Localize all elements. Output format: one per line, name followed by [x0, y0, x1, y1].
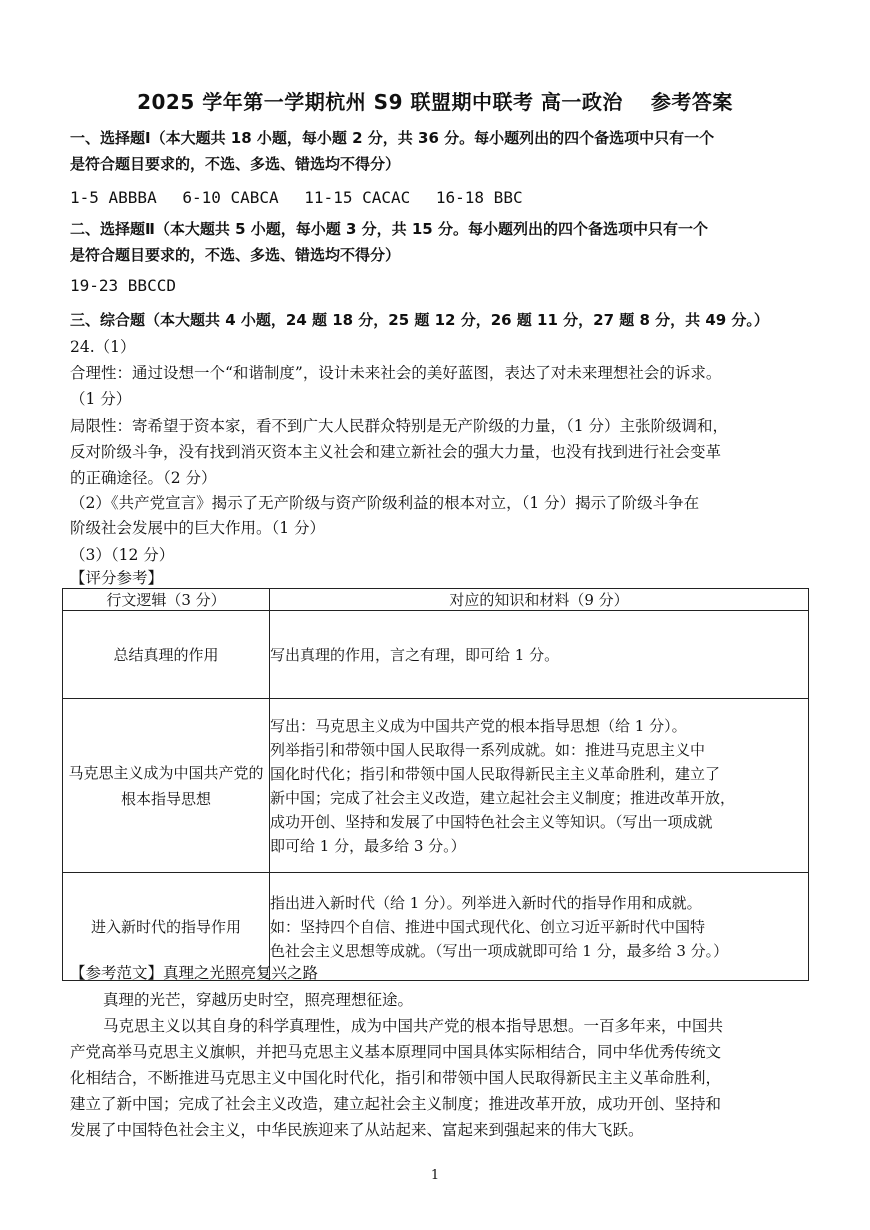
essay-line: 产党高举马克思主义旗帜，并把马克思主义基本原理同中国具体实际相结合，同中华优秀传统文	[70, 1043, 722, 1061]
q24-line: 局限性：寄希望于资本家，看不到广大人民群众特别是无产阶级的力量，（1 分）主张阶级调和，	[70, 417, 729, 435]
q24-line: （1 分）	[70, 390, 132, 408]
table-header-row	[63, 589, 809, 611]
section3-heading: 三、综合题（本大题共 4 小题，24 题 18 分，25 题 12 分，26 题 11 分，27 题 8 分，共 49 分。）	[70, 311, 769, 329]
cell-line: 如：坚持四个自信、推进中国式现代化、创立习近平新时代中国特	[270, 917, 706, 936]
cell-line: 即可给 1 分，最多给 3 分。）	[270, 836, 466, 855]
q24-line: 阶级社会发展中的巨大作用。（1 分）	[70, 519, 326, 537]
cell-line: 色社会主义思想等成就。（写出一项成就即可给 1 分，最多给 3 分。）	[270, 941, 729, 960]
essay-heading: 【参考范文】真理之光照亮复兴之路	[70, 964, 319, 982]
cell-line: 成功开创、坚持和发展了中国特色社会主义等知识。（写出一项成就	[270, 812, 713, 831]
table-row	[63, 611, 809, 699]
scoring-table	[62, 588, 809, 981]
section1-heading-line2: 是符合题目要求的，不选、多选、错选均不得分）	[70, 155, 401, 173]
essay-line: 化相结合，不断推进马克思主义中国化时代化，指引和带领中国人民取得新民主主义革命胜利，	[70, 1069, 722, 1087]
cell-line: 指出进入新时代（给 1 分）。列举进入新时代的指导作用和成就。	[270, 893, 702, 912]
section2-heading-line2: 是符合题目要求的，不选、多选、错选均不得分）	[70, 246, 401, 264]
cell-line: 新中国；完成了社会主义改造，建立起社会主义制度；推进改革开放，	[270, 788, 736, 807]
essay-line: 建立了新中国；完成了社会主义改造，建立起社会主义制度；推进改革开放，成功开创、坚持和	[70, 1095, 722, 1113]
cell-line: 国化时代化；指引和带领中国人民取得新民主主义革命胜利，建立了	[270, 764, 721, 783]
essay-paragraph-1: 真理的光芒，穿越历史时空，照亮理想征途。	[103, 991, 414, 1009]
q24-line: 反对阶级斗争，没有找到消灭资本主义社会和建立新社会的强大力量，也没有找到进行社会变革	[70, 443, 722, 461]
cell-line: 写出真理的作用，言之有理，即可给 1 分。	[270, 645, 560, 664]
table-cell-knowledge	[270, 611, 809, 699]
scoring-reference-label: 【评分参考】	[70, 569, 164, 587]
table-cell-knowledge	[270, 699, 809, 873]
page-title: 2025 学年第一学期杭州 S9 联盟期中联考 高一政治 参考答案	[137, 90, 733, 114]
q24-line: 的正确途径。（2 分）	[70, 469, 217, 487]
table-cell-logic: 总结真理的作用	[63, 611, 270, 699]
table-header-knowledge: 对应的知识和材料（9 分）	[270, 589, 809, 611]
cell-line: 列举指引和带领中国人民取得一系列成就。如：推进马克思主义中	[270, 740, 706, 759]
table-cell-knowledge	[270, 873, 809, 981]
section2-heading-line1: 二、选择题Ⅱ（本大题共 5 小题，每小题 3 分，共 15 分。每小题列出的四个备选项中只有一个	[70, 220, 708, 238]
table-header-logic: 行文逻辑（3 分）	[63, 589, 270, 611]
section2-answers: 19-23 BBCCD	[70, 276, 176, 295]
table-cell-logic: 进入新时代的指导作用	[63, 873, 270, 981]
section1-heading-line1: 一、选择题Ⅰ（本大题共 18 小题，每小题 2 分，共 36 分。每小题列出的四个备选项中只有一个	[70, 129, 715, 147]
page-number: 1	[430, 1168, 440, 1183]
q24-line: 合理性：通过设想一个“和谐制度”，设计未来社会的美好蓝图，表达了对未来理想社会的诉求。	[70, 364, 722, 382]
essay-line: 发展了中国特色社会主义，中华民族迎来了从站起来、富起来到强起来的伟大飞跃。	[70, 1121, 644, 1139]
section1-answers: 1-5 ABBBA 6-10 CABCA 11-15 CACAC 16-18 BBC	[70, 188, 523, 207]
q24-line: （3）（12 分）	[70, 546, 175, 564]
essay-line: 马克思主义以其自身的科学真理性，成为中国共产党的根本指导思想。一百多年来，中国共	[103, 1017, 724, 1035]
q24-label: 24.（1）	[70, 338, 136, 356]
cell-line: 写出：马克思主义成为中国共产党的根本指导思想（给 1 分）。	[270, 716, 687, 735]
q24-line: （2）《共产党宣言》揭示了无产阶级与资产阶级利益的根本对立，（1 分）揭示了阶级斗争在	[70, 494, 700, 512]
table-cell-logic: 马克思主义成为中国共产党的根本指导思想	[63, 699, 270, 873]
table-row	[63, 699, 809, 873]
